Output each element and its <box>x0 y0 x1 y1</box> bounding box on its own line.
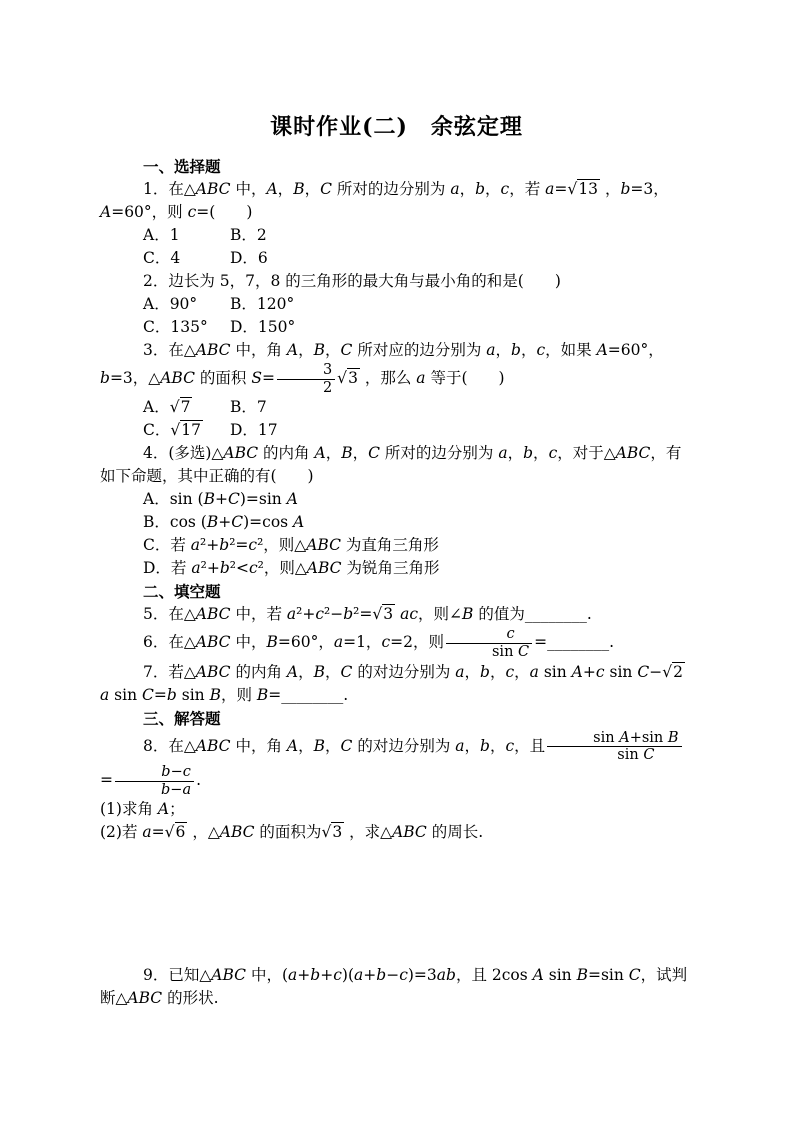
option-item: D．17 <box>230 421 278 440</box>
option-item: B．cos (B+C)=cos A <box>143 513 305 532</box>
square-root: √6 <box>164 823 186 842</box>
options-row <box>143 247 693 270</box>
question-subitem: (1)求角 A； <box>100 800 185 819</box>
question-text: 3．在△ABC 中，角 A，B，C 所对应的边分别为 a，b，c，如果 A=60°，b=3，△ABC 的面积 S= $\frac{3}{2}$ √3 ，那么 a 等于( ) <box>100 341 664 396</box>
question-text: 2．边长为 5，7，8 的三角形的最大角与最小角的和是( ) <box>143 272 561 290</box>
option-item: B．120° <box>230 295 295 313</box>
option-item: A．sin (B+C)=sin A <box>143 490 298 509</box>
section-heading: 三、解答题 <box>143 708 221 728</box>
square-root: √3 <box>337 369 358 388</box>
fraction: $\frac{c}{\text{sin C}}$ <box>446 626 532 660</box>
question-text: 1．在△ABC 中，A，B，C 所对的边分别为 a，b，c，若 a=√13 ，b=3，A=60°，则 c=( ) <box>100 180 669 221</box>
square-root: √13 <box>567 180 599 198</box>
options-row <box>143 396 693 419</box>
option-item: D．6 <box>230 249 268 267</box>
question-text: 7．若△ABC 的内角 A，B，C 的对边分别为 a，b，c，a sin A+c sin C−√2 a sin C=b sin B，则 B=________. <box>100 662 683 704</box>
option-item: B．7 <box>230 398 267 417</box>
option-item: D．若 a²+b²<c²，则△ABC 为锐角三角形 <box>143 559 440 578</box>
question-text: 8．在△ABC 中，角 A，B，C 的对边分别为 a，b，c，且 $\frac{\text{sin A+sin B}}{\text{sin C}}$ = $\frac{b-c}{b-a}$ . <box>100 730 693 799</box>
question-text: 4．(多选)△ABC 的内角 A，B，C 所对的边分别为 a，b，c，对于△ABC，有如下命题，其中正确的有( ) <box>100 444 682 486</box>
question-text: 6．在△ABC 中，B=60°，a=1，c=2，则 $\frac{c}{\text{sin C}}$ =________. <box>143 626 615 661</box>
fraction: $\frac{3}{2}$ <box>277 362 335 396</box>
options-row <box>143 293 693 316</box>
option-item: A．90° <box>143 295 198 313</box>
blank-workspace <box>100 844 693 964</box>
option-item: B．2 <box>230 226 267 244</box>
square-root: √2 <box>662 662 683 681</box>
question-subitem: (2)若 a=√6 ，△ABC 的面积为√3 ，求△ABC 的周长. <box>100 823 484 842</box>
option-item: C．若 a²+b²=c²，则△ABC 为直角三角形 <box>143 536 439 555</box>
fraction: $\frac{b-c}{b-a}$ <box>115 764 194 798</box>
section-heading: 二、填空题 <box>143 582 221 602</box>
options-row <box>143 316 693 339</box>
question-text: 5．在△ABC 中，若 a²+c²−b²=√3 ac，则∠B 的值为________. <box>143 605 592 624</box>
option-item: C．√17 <box>143 421 201 440</box>
option-item: A．1 <box>143 226 180 244</box>
section-heading: 一、选择题 <box>143 157 221 176</box>
option-item: D．150° <box>230 318 296 336</box>
square-root: √7 <box>169 398 191 417</box>
worksheet-title: 课时作业(二) 余弦定理 <box>270 114 523 140</box>
square-root: √17 <box>170 421 201 440</box>
square-root: √3 <box>321 823 343 842</box>
options-row <box>143 224 693 247</box>
worksheet-body <box>100 155 693 1010</box>
option-item: A．√7 <box>143 398 191 417</box>
options-row <box>143 419 693 442</box>
question-text: 9．已知△ABC 中，(a+b+c)(a+b−c)=3ab，且 2cos A sin B=sin C，试判断△ABC 的形状. <box>100 966 688 1008</box>
square-root: √3 <box>372 605 394 624</box>
option-item: C．135° <box>143 318 208 336</box>
option-item: C．4 <box>143 249 181 267</box>
fraction: $\frac{\text{sin A+sin B}}{\text{sin C}}$ <box>547 730 681 764</box>
